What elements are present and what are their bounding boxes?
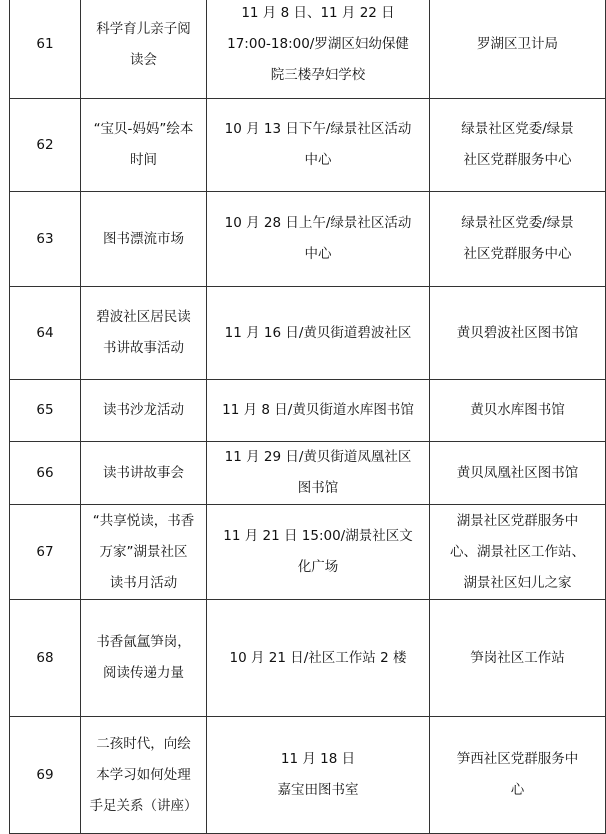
event-name-line: 读书沙龙活动 bbox=[103, 402, 184, 418]
row-number: 63 bbox=[10, 192, 81, 287]
event-organizer-line: 心、湖景社区工作站、 bbox=[450, 543, 585, 560]
event-time-location-line: 10 月 13 日下午/绿景社区活动 bbox=[224, 121, 412, 137]
table-row bbox=[10, 600, 606, 717]
event-organizer bbox=[430, 192, 606, 287]
table-row bbox=[10, 192, 606, 287]
event-organizer bbox=[430, 0, 606, 99]
event-organizer bbox=[430, 99, 606, 192]
row-number: 66 bbox=[10, 442, 81, 505]
event-name bbox=[81, 0, 207, 99]
event-name-line: 读书月活动 bbox=[109, 574, 178, 591]
row-number: 69 bbox=[10, 717, 81, 834]
event-time-location bbox=[207, 442, 430, 505]
event-name-line: 时间 bbox=[130, 152, 157, 168]
event-name-line: 二孩时代，向绘 bbox=[96, 735, 191, 752]
event-time-location-line: 中心 bbox=[304, 152, 332, 168]
row-number: 64 bbox=[10, 287, 81, 380]
event-time-location-line: 11 月 21 日 15:00/湖景社区文 bbox=[223, 528, 413, 544]
table-row bbox=[10, 717, 606, 834]
event-name-line: 读会 bbox=[130, 51, 157, 68]
event-name bbox=[81, 600, 207, 717]
event-name-line: 读书讲故事会 bbox=[103, 464, 184, 481]
event-time-location bbox=[207, 600, 430, 717]
event-time-location-line: 11 月 29 日/黄贝街道凤凰社区 bbox=[224, 449, 412, 465]
event-organizer-line: 笋西社区党群服务中 bbox=[456, 751, 579, 767]
event-organizer-line: 绿景社区党委/绿景 bbox=[461, 215, 574, 231]
table-row bbox=[10, 0, 606, 99]
event-time-location-line: 17:00-18:00/罗湖区妇幼保健 bbox=[227, 36, 409, 52]
event-time-location-line: 11 月 16 日/黄贝街道碧波社区 bbox=[224, 324, 412, 341]
event-name-line: 书香氤氲笋岗， bbox=[96, 634, 191, 650]
event-organizer-line: 湖景社区党群服务中 bbox=[456, 512, 579, 529]
table-row bbox=[10, 287, 606, 380]
event-organizer-line: 社区党群服务中心 bbox=[463, 246, 572, 262]
event-organizer-line: 社区党群服务中心 bbox=[463, 152, 572, 168]
event-time-location-line: 10 月 28 日上午/绿景社区活动 bbox=[224, 215, 412, 231]
table-row bbox=[10, 505, 606, 600]
row-number: 65 bbox=[10, 380, 81, 442]
event-time-location-line: 11 月 8 日/黄贝街道水库图书馆 bbox=[222, 402, 414, 418]
event-name bbox=[81, 287, 207, 380]
event-name-line: “宝贝-妈妈”绘本 bbox=[93, 121, 194, 137]
event-organizer-line: 罗湖区卫计局 bbox=[477, 36, 558, 52]
event-name-line: 阅读传递力量 bbox=[103, 665, 184, 681]
event-name-line: 本学习如何处理 bbox=[96, 766, 191, 783]
event-time-location bbox=[207, 192, 430, 287]
event-organizer-line: 黄贝水库图书馆 bbox=[470, 402, 565, 418]
event-name bbox=[81, 192, 207, 287]
event-organizer bbox=[430, 442, 606, 505]
event-organizer-line: 绿景社区党委/绿景 bbox=[461, 121, 574, 137]
event-organizer bbox=[430, 717, 606, 834]
event-time-location-line: 11 月 18 日 bbox=[280, 751, 356, 767]
event-time-location bbox=[207, 717, 430, 834]
event-name bbox=[81, 442, 207, 505]
event-time-location bbox=[207, 0, 430, 99]
event-time-location bbox=[207, 380, 430, 442]
event-organizer bbox=[430, 287, 606, 380]
event-time-location bbox=[207, 99, 430, 192]
row-number: 67 bbox=[10, 505, 81, 600]
row-number: 61 bbox=[10, 0, 81, 99]
event-name-line: 科学育儿亲子阅 bbox=[96, 20, 191, 37]
event-time-location bbox=[207, 505, 430, 600]
event-organizer-line: 心 bbox=[510, 782, 525, 798]
event-organizer-line: 黄贝凤凰社区图书馆 bbox=[456, 464, 579, 481]
event-time-location-line: 10 月 21 日/社区工作站 2 楼 bbox=[229, 649, 407, 666]
event-time-location-line: 嘉宝田图书室 bbox=[277, 782, 359, 798]
row-number: 62 bbox=[10, 99, 81, 192]
event-name-line: 碧波社区居民读 bbox=[96, 309, 191, 325]
event-organizer bbox=[430, 380, 606, 442]
event-name-line: “共享悦读，书香 bbox=[92, 512, 195, 529]
event-organizer-line: 笋岗社区工作站 bbox=[470, 649, 565, 666]
event-time-location-line: 图书馆 bbox=[297, 480, 339, 496]
event-organizer-line: 湖景社区妇儿之家 bbox=[463, 574, 572, 591]
table-row bbox=[10, 99, 606, 192]
event-time-location-line: 院三楼孕妇学校 bbox=[270, 67, 366, 83]
event-name-line: 图书漂流市场 bbox=[103, 230, 184, 247]
event-name-line: 手足关系（讲座） bbox=[89, 797, 198, 814]
event-organizer bbox=[430, 505, 606, 600]
events-table bbox=[9, 0, 606, 834]
table-row bbox=[10, 442, 606, 505]
event-name-line: 万家”湖景社区 bbox=[99, 543, 188, 560]
event-time-location-line: 化广场 bbox=[297, 559, 339, 575]
event-name bbox=[81, 99, 207, 192]
event-name bbox=[81, 380, 207, 442]
table-row bbox=[10, 380, 606, 442]
event-name bbox=[81, 717, 207, 834]
row-number: 68 bbox=[10, 600, 81, 717]
event-organizer bbox=[430, 600, 606, 717]
event-time-location bbox=[207, 287, 430, 380]
event-time-location-line: 中心 bbox=[304, 246, 332, 262]
event-name-line: 书讲故事活动 bbox=[103, 340, 184, 356]
event-name bbox=[81, 505, 207, 600]
event-time-location-line: 11 月 8 日、11 月 22 日 bbox=[241, 5, 395, 21]
event-organizer-line: 黄贝碧波社区图书馆 bbox=[456, 324, 579, 341]
